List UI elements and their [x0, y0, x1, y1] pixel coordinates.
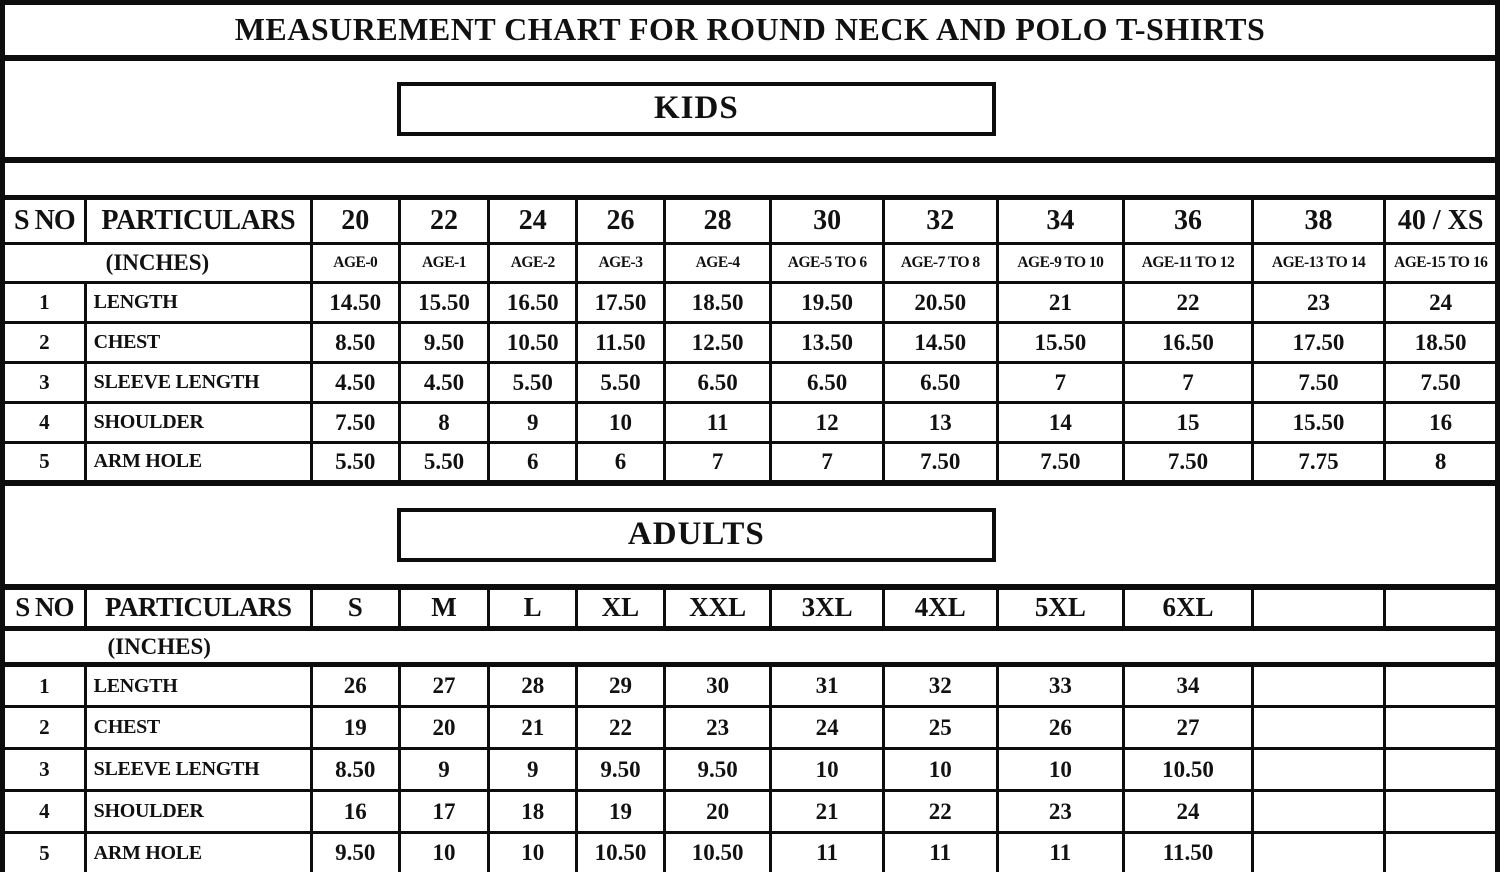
value-cell: 8 [399, 403, 489, 443]
value-cell [1385, 707, 1498, 749]
row-number: 5 [3, 833, 86, 872]
adults-size-header: 4XL [883, 587, 997, 629]
value-cell: 14.50 [883, 323, 997, 363]
kids-unit-label: (INCHES) [3, 244, 312, 283]
kids-size-header: 30 [771, 198, 884, 244]
value-cell: 6 [577, 443, 665, 483]
row-label: SLEEVE LENGTH [85, 363, 311, 403]
kids-size-header: 24 [489, 198, 577, 244]
row-label: SLEEVE LENGTH [85, 749, 311, 791]
value-cell: 18.50 [664, 283, 771, 323]
value-cell: 7.50 [1385, 363, 1498, 403]
adults-sno-header: S NO [3, 587, 86, 629]
spacer-cell [3, 160, 1498, 198]
value-cell: 7 [771, 443, 884, 483]
adults-size-header [1385, 587, 1498, 629]
row-label: ARM HOLE [85, 833, 311, 872]
value-cell: 8.50 [311, 323, 399, 363]
adults-section-band [3, 483, 1498, 587]
value-cell: 19 [311, 707, 399, 749]
row-number: 1 [3, 283, 86, 323]
adults-section-label: ADULTS [397, 508, 996, 562]
value-cell: 11 [883, 833, 997, 872]
value-cell: 18 [489, 791, 577, 833]
kids-row-chest [3, 323, 1498, 363]
value-cell: 10 [399, 833, 489, 872]
kids-size-header: 36 [1124, 198, 1253, 244]
adults-size-header [1252, 587, 1385, 629]
adults-size-header: M [399, 587, 489, 629]
kids-size-header: 26 [577, 198, 665, 244]
kids-age-header: AGE-15 TO 16 [1385, 244, 1498, 283]
value-cell: 7 [664, 443, 771, 483]
row-label: LENGTH [85, 665, 311, 707]
value-cell: 9 [489, 749, 577, 791]
value-cell: 24 [771, 707, 884, 749]
adults-unit-label: (INCHES) [107, 633, 211, 659]
value-cell: 12.50 [664, 323, 771, 363]
page-title: MEASUREMENT CHART FOR ROUND NECK AND POLO T-SHIRTS [3, 3, 1498, 58]
row-number: 5 [3, 443, 86, 483]
adults-row-chest [3, 707, 1498, 749]
value-cell: 10.50 [577, 833, 665, 872]
value-cell: 7.50 [311, 403, 399, 443]
value-cell: 9.50 [311, 833, 399, 872]
value-cell: 13.50 [771, 323, 884, 363]
value-cell: 10 [489, 833, 577, 872]
kids-age-header: AGE-2 [489, 244, 577, 283]
value-cell: 10 [577, 403, 665, 443]
kids-age-header: AGE-7 TO 8 [883, 244, 997, 283]
row-number: 3 [3, 363, 86, 403]
value-cell: 7.50 [1124, 443, 1253, 483]
value-cell: 31 [771, 665, 884, 707]
value-cell: 23 [1252, 283, 1385, 323]
row-number: 2 [3, 707, 86, 749]
value-cell: 28 [489, 665, 577, 707]
title-row [3, 3, 1498, 58]
value-cell [1385, 833, 1498, 872]
kids-row-length [3, 283, 1498, 323]
value-cell: 6 [489, 443, 577, 483]
kids-size-header: 38 [1252, 198, 1385, 244]
value-cell: 15.50 [997, 323, 1124, 363]
row-number: 1 [3, 665, 86, 707]
adults-size-header: XXL [664, 587, 771, 629]
kids-age-header: AGE-9 TO 10 [997, 244, 1124, 283]
value-cell: 19.50 [771, 283, 884, 323]
row-label: ARM HOLE [85, 443, 311, 483]
value-cell: 22 [577, 707, 665, 749]
value-cell: 18.50 [1385, 323, 1498, 363]
value-cell: 7.50 [883, 443, 997, 483]
value-cell: 8.50 [311, 749, 399, 791]
adults-row-sleeve-length [3, 749, 1498, 791]
value-cell: 15 [1124, 403, 1253, 443]
value-cell: 29 [577, 665, 665, 707]
value-cell: 11.50 [1124, 833, 1253, 872]
row-label: CHEST [85, 323, 311, 363]
kids-age-header: AGE-5 TO 6 [771, 244, 884, 283]
value-cell: 9.50 [664, 749, 771, 791]
value-cell: 6.50 [883, 363, 997, 403]
value-cell: 21 [489, 707, 577, 749]
value-cell: 10.50 [489, 323, 577, 363]
value-cell: 5.50 [311, 443, 399, 483]
value-cell: 27 [399, 665, 489, 707]
row-label: SHOULDER [85, 403, 311, 443]
kids-sno-header: S NO [3, 198, 86, 244]
value-cell: 21 [771, 791, 884, 833]
value-cell: 10.50 [664, 833, 771, 872]
row-number: 2 [3, 323, 86, 363]
value-cell: 6.50 [664, 363, 771, 403]
kids-size-header: 20 [311, 198, 399, 244]
kids-age-header: AGE-1 [399, 244, 489, 283]
value-cell: 17 [399, 791, 489, 833]
value-cell [1252, 833, 1385, 872]
value-cell: 17.50 [1252, 323, 1385, 363]
value-cell: 34 [1124, 665, 1253, 707]
kids-age-header: AGE-11 TO 12 [1124, 244, 1253, 283]
spacer-row [3, 160, 1498, 198]
value-cell: 23 [997, 791, 1124, 833]
value-cell: 12 [771, 403, 884, 443]
kids-particulars-header: PARTICULARS [85, 198, 311, 244]
value-cell: 9 [399, 749, 489, 791]
adults-row-length [3, 665, 1498, 707]
value-cell [1252, 665, 1385, 707]
value-cell: 19 [577, 791, 665, 833]
adults-particulars-header: PARTICULARS [85, 587, 311, 629]
value-cell: 5.50 [399, 443, 489, 483]
value-cell: 15.50 [1252, 403, 1385, 443]
value-cell: 20.50 [883, 283, 997, 323]
row-label: LENGTH [85, 283, 311, 323]
value-cell [1385, 749, 1498, 791]
adults-size-header: 6XL [1124, 587, 1253, 629]
value-cell: 20 [399, 707, 489, 749]
value-cell: 15.50 [399, 283, 489, 323]
row-number: 3 [3, 749, 86, 791]
kids-size-header: 22 [399, 198, 489, 244]
value-cell: 16.50 [1124, 323, 1253, 363]
adults-size-header: S [311, 587, 399, 629]
value-cell: 32 [883, 665, 997, 707]
value-cell: 16 [1385, 403, 1498, 443]
value-cell: 10 [883, 749, 997, 791]
value-cell: 20 [664, 791, 771, 833]
adults-size-header-row [3, 587, 1498, 629]
value-cell: 11 [997, 833, 1124, 872]
kids-age-header-row [3, 244, 1498, 283]
value-cell: 25 [883, 707, 997, 749]
value-cell: 11 [664, 403, 771, 443]
row-number: 4 [3, 403, 86, 443]
value-cell: 14.50 [311, 283, 399, 323]
value-cell: 7.75 [1252, 443, 1385, 483]
value-cell: 5.50 [489, 363, 577, 403]
value-cell: 7 [997, 363, 1124, 403]
value-cell: 16.50 [489, 283, 577, 323]
value-cell: 9.50 [399, 323, 489, 363]
value-cell: 10 [771, 749, 884, 791]
kids-section-band [3, 58, 1498, 160]
value-cell: 24 [1385, 283, 1498, 323]
value-cell: 5.50 [577, 363, 665, 403]
value-cell: 26 [997, 707, 1124, 749]
row-label: SHOULDER [85, 791, 311, 833]
adults-size-header: 3XL [771, 587, 884, 629]
value-cell [1385, 791, 1498, 833]
value-cell: 30 [664, 665, 771, 707]
value-cell: 7 [1124, 363, 1253, 403]
adults-row-arm-hole [3, 833, 1498, 872]
kids-age-header: AGE-0 [311, 244, 399, 283]
value-cell: 6.50 [771, 363, 884, 403]
value-cell: 10.50 [1124, 749, 1253, 791]
value-cell: 4.50 [311, 363, 399, 403]
row-label: CHEST [85, 707, 311, 749]
value-cell: 9.50 [577, 749, 665, 791]
value-cell: 10 [997, 749, 1124, 791]
value-cell: 23 [664, 707, 771, 749]
kids-age-header: AGE-4 [664, 244, 771, 283]
value-cell: 22 [883, 791, 997, 833]
kids-size-header: 28 [664, 198, 771, 244]
kids-row-shoulder [3, 403, 1498, 443]
value-cell: 14 [997, 403, 1124, 443]
value-cell: 8 [1385, 443, 1498, 483]
kids-age-header: AGE-3 [577, 244, 665, 283]
adults-size-header: 5XL [997, 587, 1124, 629]
value-cell: 4.50 [399, 363, 489, 403]
value-cell: 33 [997, 665, 1124, 707]
value-cell: 11.50 [577, 323, 665, 363]
value-cell [1252, 749, 1385, 791]
kids-size-header: 40 / XS [1385, 198, 1498, 244]
value-cell: 27 [1124, 707, 1253, 749]
row-number: 4 [3, 791, 86, 833]
value-cell: 13 [883, 403, 997, 443]
adults-unit-row [3, 629, 1498, 665]
value-cell: 21 [997, 283, 1124, 323]
value-cell: 22 [1124, 283, 1253, 323]
kids-section-label: KIDS [397, 82, 996, 136]
value-cell: 24 [1124, 791, 1253, 833]
value-cell: 17.50 [577, 283, 665, 323]
value-cell [1252, 791, 1385, 833]
kids-size-header: 32 [883, 198, 997, 244]
adults-size-header: XL [577, 587, 665, 629]
kids-row-sleeve-length [3, 363, 1498, 403]
value-cell: 9 [489, 403, 577, 443]
value-cell: 7.50 [997, 443, 1124, 483]
kids-size-header-row [3, 198, 1498, 244]
kids-row-arm-hole [3, 443, 1498, 483]
kids-age-header: AGE-13 TO 14 [1252, 244, 1385, 283]
adults-row-shoulder [3, 791, 1498, 833]
value-cell: 26 [311, 665, 399, 707]
value-cell [1252, 707, 1385, 749]
adults-size-header: L [489, 587, 577, 629]
value-cell: 16 [311, 791, 399, 833]
kids-size-header: 34 [997, 198, 1124, 244]
value-cell [1385, 665, 1498, 707]
value-cell: 11 [771, 833, 884, 872]
value-cell: 7.50 [1252, 363, 1385, 403]
